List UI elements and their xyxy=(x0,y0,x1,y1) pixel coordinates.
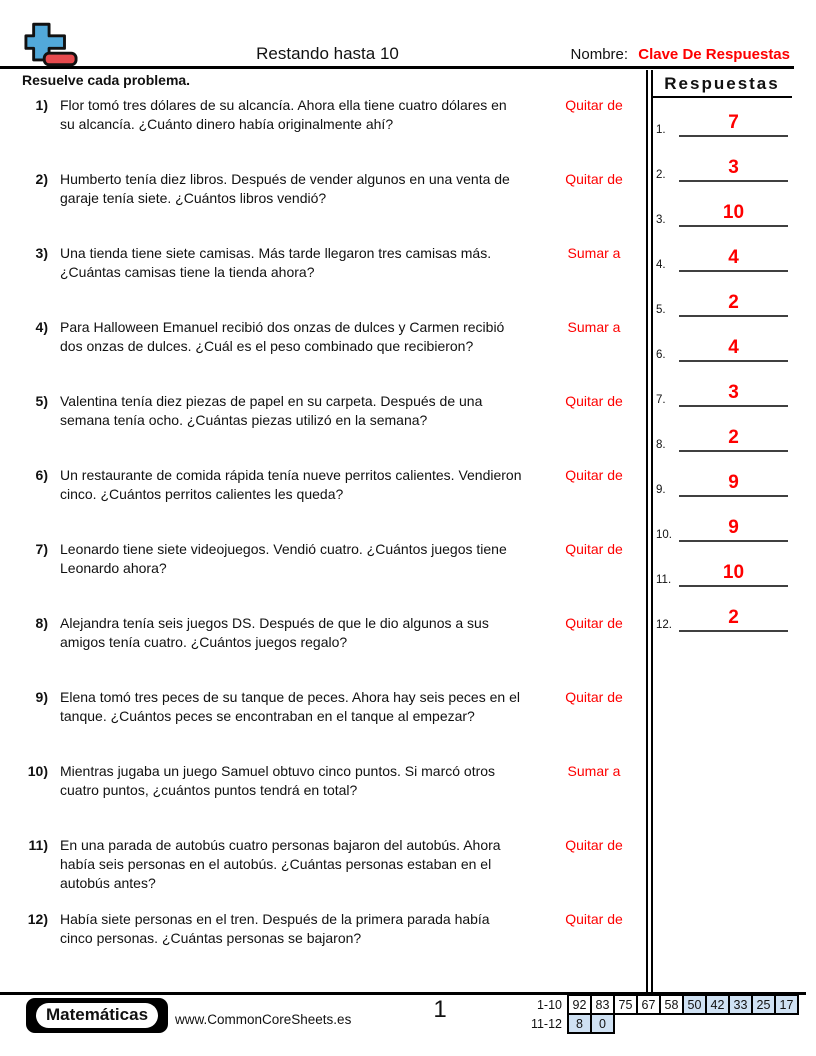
problem-text: Mientras jugaba un juego Samuel obtuvo cinco puntos. Si marcó otros cuatro puntos, ¿cuántos puntos tendrá en total? xyxy=(60,763,496,798)
answers-title: Respuestas xyxy=(652,74,792,98)
problem-item xyxy=(22,466,654,540)
answer-value: 9 xyxy=(679,473,788,497)
problem-list xyxy=(22,96,654,984)
matematicas-logo xyxy=(26,998,168,1033)
score-cell: 42 xyxy=(706,995,729,1014)
answer-number: 4. xyxy=(656,259,666,272)
logo-text: Matemáticas xyxy=(36,1003,158,1028)
answer-number: 3. xyxy=(656,214,666,227)
problem-text: Valentina tenía diez piezas de papel en su carpeta. Después de una semana tenía ocho. ¿Cuántas piezas utilizó en la semana? xyxy=(60,393,483,428)
answer-item xyxy=(656,452,788,497)
answer-item xyxy=(656,587,788,632)
name-label: Nombre: xyxy=(570,46,629,63)
problem-item xyxy=(22,614,654,688)
problem-text: Un restaurante de comida rápida tenía nueve perritos calientes. Vendieron cinco. ¿Cuántos perritos calientes les queda? xyxy=(60,467,522,502)
problem-text: Alejandra tenía seis juegos DS. Después de que le dio algunos a sus amigos tenía cuatro. ¿Cuántos juegos regalo? xyxy=(60,615,489,650)
problem-item xyxy=(22,540,654,614)
problem-text: Una tienda tiene siete camisas. Más tarde llegaron tres camisas más. ¿Cuántas camisas tiene la tienda ahora? xyxy=(60,245,492,280)
answer-item xyxy=(656,362,788,407)
problem-text: Flor tomó tres dólares de su alcancía. Ahora ella tiene cuatro dólares en su alcancía. ¿Cuánto dinero había originalmente ahí? xyxy=(60,97,507,132)
problem-text: Para Halloween Emanuel recibió dos onzas de dulces y Carmen recibió dos onzas de dulces. ¿Cuál es el peso combinado que recibieron? xyxy=(60,319,505,354)
column-divider xyxy=(646,70,653,992)
page-number: 1 xyxy=(433,996,447,1023)
answer-value: 4 xyxy=(679,338,788,362)
problem-number: 3) xyxy=(35,245,48,261)
answer-value: 3 xyxy=(679,383,788,407)
problem-text: Elena tomó tres peces de su tanque de peces. Ahora hay seis peces en el tanque. ¿Cuántos peces se encontraban en el tanque al empezar? xyxy=(60,689,520,724)
operation-tag: Quitar de xyxy=(565,615,623,631)
score-row xyxy=(524,995,798,1014)
site-url: www.CommonCoreSheets.es xyxy=(175,1012,352,1027)
answer-value: 2 xyxy=(679,293,788,317)
answer-value: 10 xyxy=(679,203,788,227)
page-title: Restando hasta 10 xyxy=(256,44,399,63)
answer-item xyxy=(656,317,788,362)
problem-text: Leonardo tiene siete videojuegos. Vendió cuatro. ¿Cuántos juegos tiene Leonardo ahora? xyxy=(60,541,507,576)
problem-item xyxy=(22,392,654,466)
problem-number: 4) xyxy=(35,319,48,335)
answer-number: 8. xyxy=(656,439,666,452)
problem-item xyxy=(22,96,654,170)
answer-item xyxy=(656,542,788,587)
answer-item xyxy=(656,137,788,182)
operation-tag: Quitar de xyxy=(565,97,623,113)
score-cell: 8 xyxy=(568,1014,591,1033)
answer-value: 10 xyxy=(679,563,788,587)
score-cell: 67 xyxy=(637,995,660,1014)
header-rule xyxy=(0,66,794,69)
problem-item xyxy=(22,688,654,762)
answer-number: 12. xyxy=(656,619,672,632)
problem-item xyxy=(22,318,654,392)
answer-value: 7 xyxy=(679,113,788,137)
answer-item xyxy=(656,497,788,542)
problem-item xyxy=(22,910,654,984)
operation-tag: Sumar a xyxy=(567,245,621,261)
problem-item xyxy=(22,170,654,244)
score-cell: 17 xyxy=(775,995,798,1014)
problem-number: 5) xyxy=(35,393,48,409)
score-cell: 25 xyxy=(752,995,775,1014)
answer-number: 6. xyxy=(656,349,666,362)
answer-item xyxy=(656,92,788,137)
name-row xyxy=(571,46,790,63)
operation-tag: Quitar de xyxy=(565,689,623,705)
score-cell: 58 xyxy=(660,995,683,1014)
answer-item xyxy=(656,227,788,272)
score-cell: 92 xyxy=(568,995,591,1014)
score-cell: 75 xyxy=(614,995,637,1014)
answer-number: 11. xyxy=(656,574,672,587)
operation-tag: Quitar de xyxy=(565,393,623,409)
score-cell: 83 xyxy=(591,995,614,1014)
answer-value: 2 xyxy=(679,428,788,452)
problem-number: 7) xyxy=(35,541,48,557)
problem-text: En una parada de autobús cuatro personas bajaron del autobús. Ahora había seis personas en el autobús. ¿Cuántas personas estaban en el autobús antes? xyxy=(60,837,501,891)
answer-number: 1. xyxy=(656,124,666,137)
problem-number: 12) xyxy=(27,911,48,927)
problem-item xyxy=(22,244,654,318)
problem-number: 11) xyxy=(28,837,48,853)
answer-key-label: Clave De Respuestas xyxy=(638,46,790,63)
answer-number: 9. xyxy=(656,484,666,497)
score-table xyxy=(524,994,799,1034)
score-row xyxy=(524,1014,798,1033)
answer-number: 7. xyxy=(656,394,666,407)
problem-number: 6) xyxy=(35,467,48,483)
answer-list xyxy=(656,92,788,632)
problem-text: Había siete personas en el tren. Después de la primera parada había cinco personas. ¿Cuántas personas se bajaron? xyxy=(60,911,490,946)
answer-item xyxy=(656,407,788,452)
problem-number: 8) xyxy=(35,615,48,631)
instructions-text: Resuelve cada problema. xyxy=(22,72,191,88)
problem-item xyxy=(22,836,654,910)
answer-item xyxy=(656,182,788,227)
answer-value: 3 xyxy=(679,158,788,182)
answer-value: 4 xyxy=(679,248,788,272)
operation-tag: Quitar de xyxy=(565,541,623,557)
score-range-label: 11-12 xyxy=(530,1016,562,1031)
operation-tag: Sumar a xyxy=(567,763,621,779)
score-cell: 0 xyxy=(591,1014,614,1033)
score-range-label: 1-10 xyxy=(536,997,562,1012)
answer-number: 5. xyxy=(656,304,666,317)
problem-number: 10) xyxy=(27,763,48,779)
operation-tag: Quitar de xyxy=(565,467,623,483)
answer-item xyxy=(656,272,788,317)
operation-tag: Sumar a xyxy=(567,319,621,335)
problem-number: 1) xyxy=(35,97,48,113)
score-cell: 33 xyxy=(729,995,752,1014)
problem-number: 9) xyxy=(35,689,48,705)
operation-tag: Quitar de xyxy=(565,171,623,187)
problem-item xyxy=(22,762,654,836)
answer-number: 10. xyxy=(656,529,672,542)
answer-value: 2 xyxy=(679,608,788,632)
problem-text: Humberto tenía diez libros. Después de vender algunos en una venta de garaje tenía siete. ¿Cuántos libros vendió? xyxy=(60,171,510,206)
answer-number: 2. xyxy=(656,169,666,182)
operation-tag: Quitar de xyxy=(565,911,623,927)
answer-value: 9 xyxy=(679,518,788,542)
operation-tag: Quitar de xyxy=(565,837,623,853)
score-cell: 50 xyxy=(683,995,706,1014)
problem-number: 2) xyxy=(35,171,48,187)
